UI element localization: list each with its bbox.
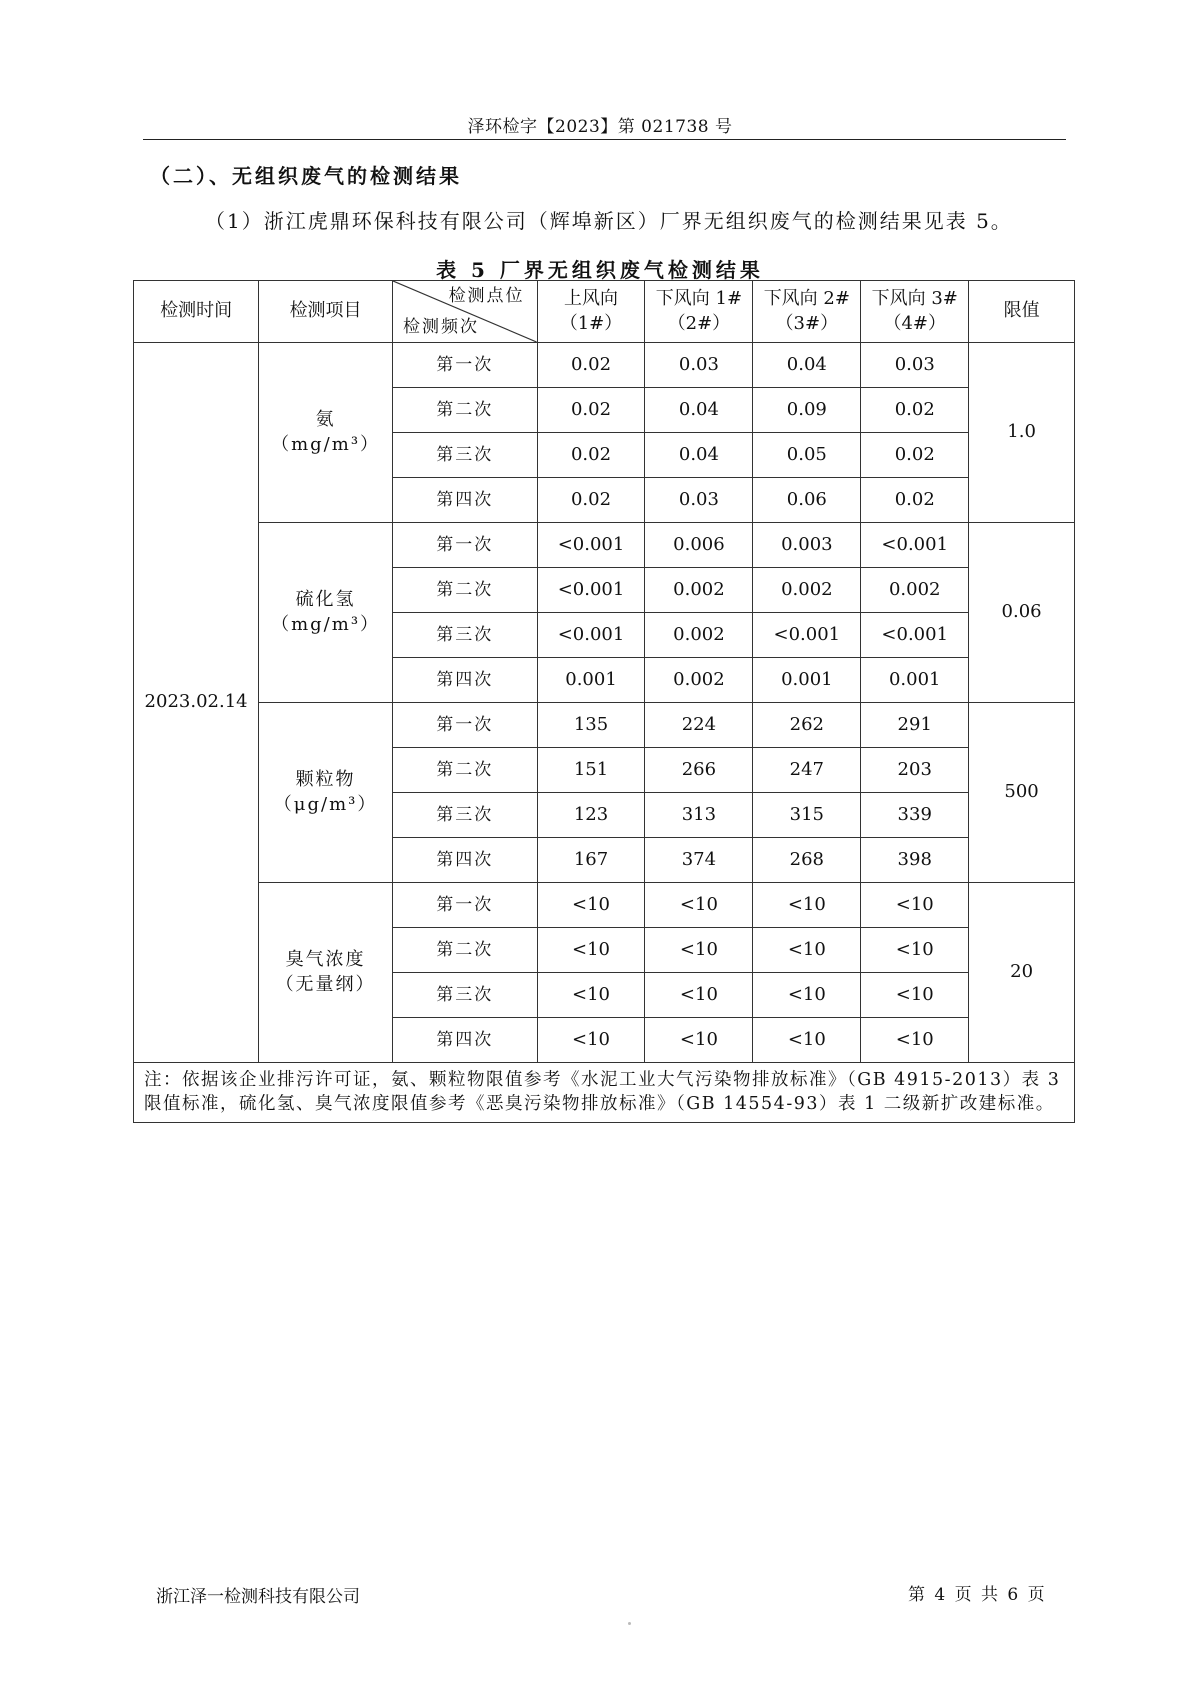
value-cell: 0.002 [753,568,861,613]
point-name: 下风向 2# [763,288,850,310]
item-cell [259,523,393,703]
sampling-date: 2023.02.14 [134,343,259,1063]
item-unit: （mg/m³） [271,433,381,455]
item-unit: （μg/m³） [273,793,378,815]
limit-cell: 1.0 [969,343,1075,523]
table-row [134,343,1075,388]
value-cell: <0.001 [537,523,645,568]
value-cell: 374 [645,838,753,883]
value-cell: <10 [537,973,645,1018]
header-frequency-label: 检测频次 [402,317,479,338]
limit-cell: 20 [969,883,1075,1063]
value-cell: 0.03 [861,343,969,388]
value-cell: 123 [537,793,645,838]
footer-page-number: 第 4 页 共 6 页 [908,1585,1047,1605]
item-cell [259,703,393,883]
value-cell: 167 [537,838,645,883]
footer-company: 浙江泽一检测科技有限公司 [156,1587,360,1607]
value-cell: 203 [861,748,969,793]
value-cell: 0.09 [753,388,861,433]
value-cell: 247 [753,748,861,793]
value-cell: 0.02 [537,343,645,388]
item-name: 臭气浓度 [285,949,366,971]
value-cell: 0.03 [645,343,753,388]
table-row [134,703,1075,748]
scan-speck [628,1622,631,1625]
point-code: （4#） [883,312,946,334]
value-cell: 0.001 [861,658,969,703]
value-cell: 0.02 [861,433,969,478]
frequency-cell: 第一次 [392,703,537,748]
frequency-cell: 第四次 [392,478,537,523]
header-time: 检测时间 [134,281,259,343]
value-cell: 0.002 [645,658,753,703]
frequency-cell: 第二次 [392,568,537,613]
header-point-label: 检测点位 [448,286,525,306]
value-cell: <10 [753,1018,861,1063]
value-cell: 339 [861,793,969,838]
header-limit: 限值 [969,281,1075,343]
point-name: 下风向 1# [655,288,743,310]
frequency-cell: 第二次 [392,748,537,793]
value-cell: <0.001 [537,568,645,613]
value-cell: <0.001 [753,613,861,658]
value-cell: 224 [645,703,753,748]
results-table [133,280,1075,1123]
value-cell: 0.001 [537,658,645,703]
value-cell: 151 [537,748,645,793]
value-cell: <10 [645,973,753,1018]
value-cell: 0.002 [861,568,969,613]
value-cell: <10 [645,883,753,928]
frequency-cell: 第四次 [392,658,537,703]
value-cell: <0.001 [861,523,969,568]
item-name: 硫化氢 [295,589,356,611]
header-diagonal-cell [392,281,537,343]
value-cell: 0.003 [753,523,861,568]
frequency-cell: 第四次 [392,838,537,883]
value-cell: 0.04 [645,433,753,478]
value-cell: <10 [753,883,861,928]
value-cell: <10 [861,883,969,928]
value-cell: 0.02 [537,433,645,478]
point-code: （3#） [775,312,839,334]
value-cell: <0.001 [861,613,969,658]
value-cell: <10 [537,928,645,973]
header-point-2 [645,281,753,343]
section-title: （二）、无组织废气的检测结果 [150,164,462,188]
value-cell: 0.03 [645,478,753,523]
value-cell: 0.001 [753,658,861,703]
intro-paragraph: （1）浙江虎鼎环保科技有限公司（辉埠新区）厂界无组织废气的检测结果见表 5。 [205,209,1013,233]
point-code: （2#） [667,312,731,334]
item-unit: （无量纲） [275,973,376,995]
value-cell: <10 [537,1018,645,1063]
value-cell: <10 [753,928,861,973]
value-cell: 135 [537,703,645,748]
value-cell: 266 [645,748,753,793]
item-cell [259,883,393,1063]
frequency-cell: 第三次 [392,793,537,838]
header-divider [143,139,1066,140]
table-header-row [134,281,1075,343]
item-name: 氨 [315,409,336,431]
point-name: 上风向 [564,288,619,310]
value-cell: <10 [645,928,753,973]
value-cell: <10 [645,1018,753,1063]
frequency-cell: 第一次 [392,883,537,928]
limit-cell: 500 [969,703,1075,883]
note-row [134,1063,1075,1123]
value-cell: 0.02 [537,388,645,433]
value-cell: 0.02 [537,478,645,523]
frequency-cell: 第二次 [392,388,537,433]
value-cell: 0.02 [861,388,969,433]
value-cell: <10 [861,1018,969,1063]
frequency-cell: 第四次 [392,1018,537,1063]
value-cell: <10 [861,928,969,973]
value-cell: <0.001 [537,613,645,658]
limit-cell: 0.06 [969,523,1075,703]
value-cell: <10 [753,973,861,1018]
frequency-cell: 第一次 [392,343,537,388]
value-cell: 315 [753,793,861,838]
frequency-cell: 第二次 [392,928,537,973]
value-cell: 0.002 [645,613,753,658]
value-cell: 291 [861,703,969,748]
header-item: 检测项目 [259,281,393,343]
table-note: 注：依据该企业排污许可证，氨、颗粒物限值参考《水泥工业大气污染物排放标准》（GB 4915-2013）表 3 限值标准，硫化氢、臭气浓度限值参考《恶臭污染物排放标准》（GB 14554-93）表 1 二级新扩改建标准。 [134,1063,1075,1123]
frequency-cell: 第三次 [392,973,537,1018]
header-point-1 [537,281,645,343]
value-cell: 0.06 [753,478,861,523]
header-point-3 [753,281,861,343]
value-cell: 0.04 [753,343,861,388]
point-name: 下风向 3# [871,288,958,310]
value-cell: <10 [861,973,969,1018]
value-cell: 398 [861,838,969,883]
value-cell: 0.02 [861,478,969,523]
value-cell: 262 [753,703,861,748]
frequency-cell: 第一次 [392,523,537,568]
frequency-cell: 第三次 [392,613,537,658]
value-cell: 268 [753,838,861,883]
table-row [134,523,1075,568]
value-cell: <10 [537,883,645,928]
value-cell: 0.002 [645,568,753,613]
header-point-4 [861,281,969,343]
frequency-cell: 第三次 [392,433,537,478]
table-row [134,883,1075,928]
value-cell: 0.04 [645,388,753,433]
table-title: 表 5 厂界无组织废气检测结果 [436,258,764,282]
item-name: 颗粒物 [295,769,356,791]
item-cell [259,343,393,523]
document-number: 泽环检字【2023】第 021738 号 [467,117,733,137]
item-unit: （mg/m³） [271,613,381,635]
value-cell: 0.05 [753,433,861,478]
value-cell: 0.006 [645,523,753,568]
point-code: （1#） [559,312,623,334]
value-cell: 313 [645,793,753,838]
